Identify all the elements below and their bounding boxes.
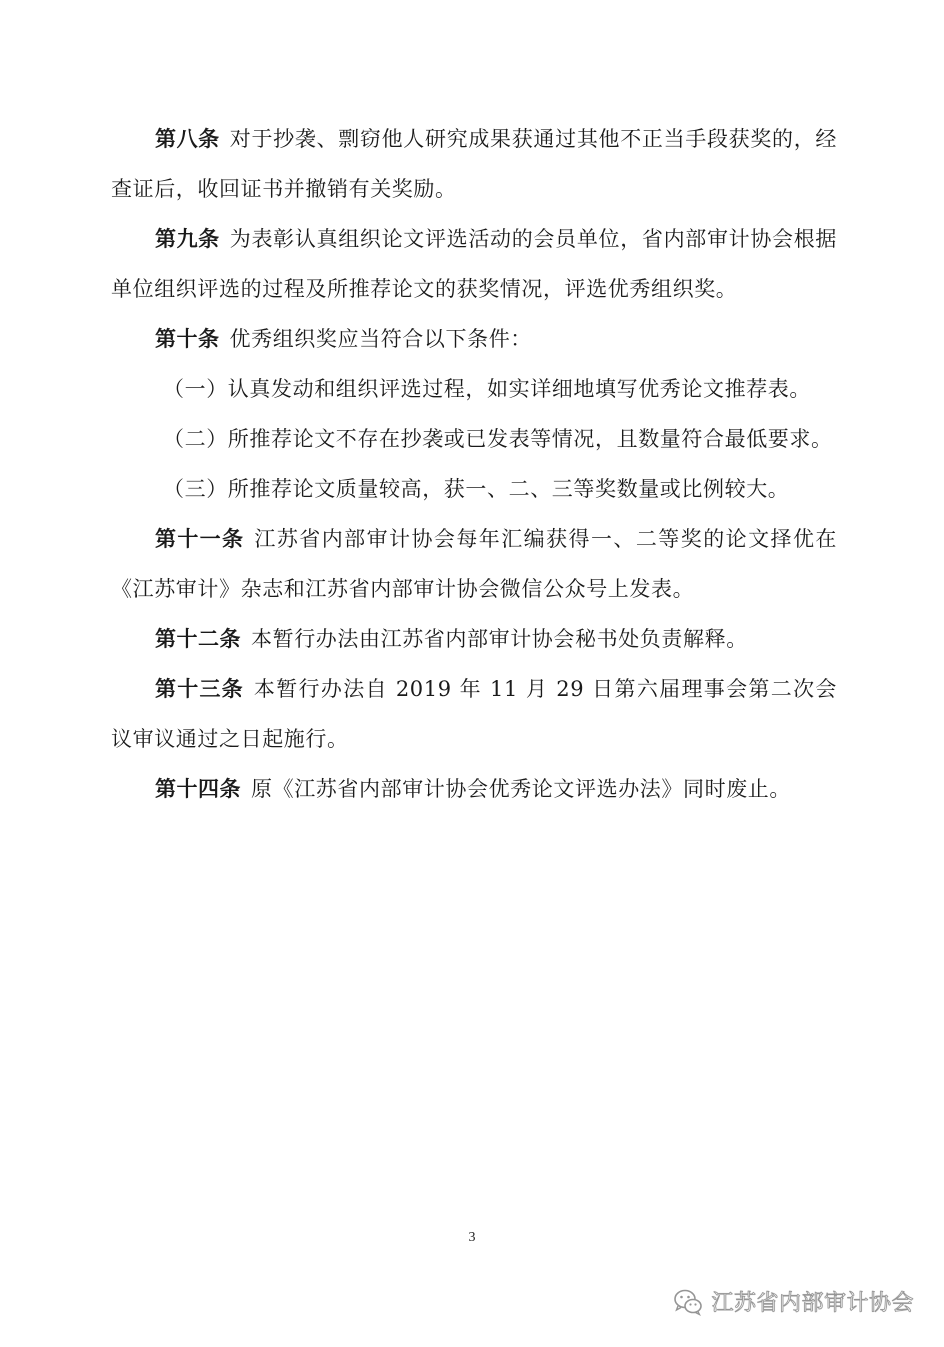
article-number: 第十三条 <box>155 677 244 701</box>
article-text: 优秀组织奖应当符合以下条件： <box>229 327 532 351</box>
page-number: 3 <box>468 1230 476 1245</box>
article-text: 为表彰认真组织论文评选活动的会员单位，省内部审计协会根据单位组织评选的过程及所推荐论文的获奖情况，评选优秀组织奖。 <box>111 227 837 301</box>
article-number: 第八条 <box>155 127 220 151</box>
article-number: 第十条 <box>155 327 220 351</box>
article-12 <box>111 614 837 664</box>
condition-item: （一）认真发动和组织评选过程，如实详细地填写优秀论文推荐表。 <box>163 377 811 401</box>
document-body <box>111 114 837 814</box>
article-text: 本暂行办法自 2019 年 11 月 29 日第六届理事会第二次会议审议通过之日起施行。 <box>111 677 837 751</box>
article-13 <box>111 664 837 764</box>
article-text: 对于抄袭、剽窃他人研究成果获通过其他不正当手段获奖的，经查证后，收回证书并撤销有关奖励。 <box>111 127 837 201</box>
watermark <box>673 1286 914 1317</box>
condition-item: （三）所推荐论文质量较高，获一、二、三等奖数量或比例较大。 <box>163 477 790 501</box>
watermark-text: 江苏省内部审计协会 <box>711 1291 914 1316</box>
condition-item: （二）所推荐论文不存在抄袭或已发表等情况，且数量符合最低要求。 <box>163 427 833 451</box>
wechat-icon <box>673 1288 703 1316</box>
article-10 <box>111 314 837 364</box>
article-number: 第十一条 <box>155 527 245 551</box>
article-9 <box>111 214 837 314</box>
article-text: 江苏省内部审计协会每年汇编获得一、二等奖的论文择优在《江苏审计》杂志和江苏省内部审计协会微信公众号上发表。 <box>111 527 837 601</box>
article-number: 第九条 <box>155 227 220 251</box>
article-number: 第十二条 <box>155 627 241 651</box>
article-11 <box>111 514 837 614</box>
article-text: 原《江苏省内部审计协会优秀论文评选办法》同时废止。 <box>251 777 791 801</box>
article-text: 本暂行办法由江苏省内部审计协会秘书处负责解释。 <box>251 627 748 651</box>
article-number: 第十四条 <box>155 777 241 801</box>
article-14 <box>111 764 837 814</box>
article-8 <box>111 114 837 214</box>
